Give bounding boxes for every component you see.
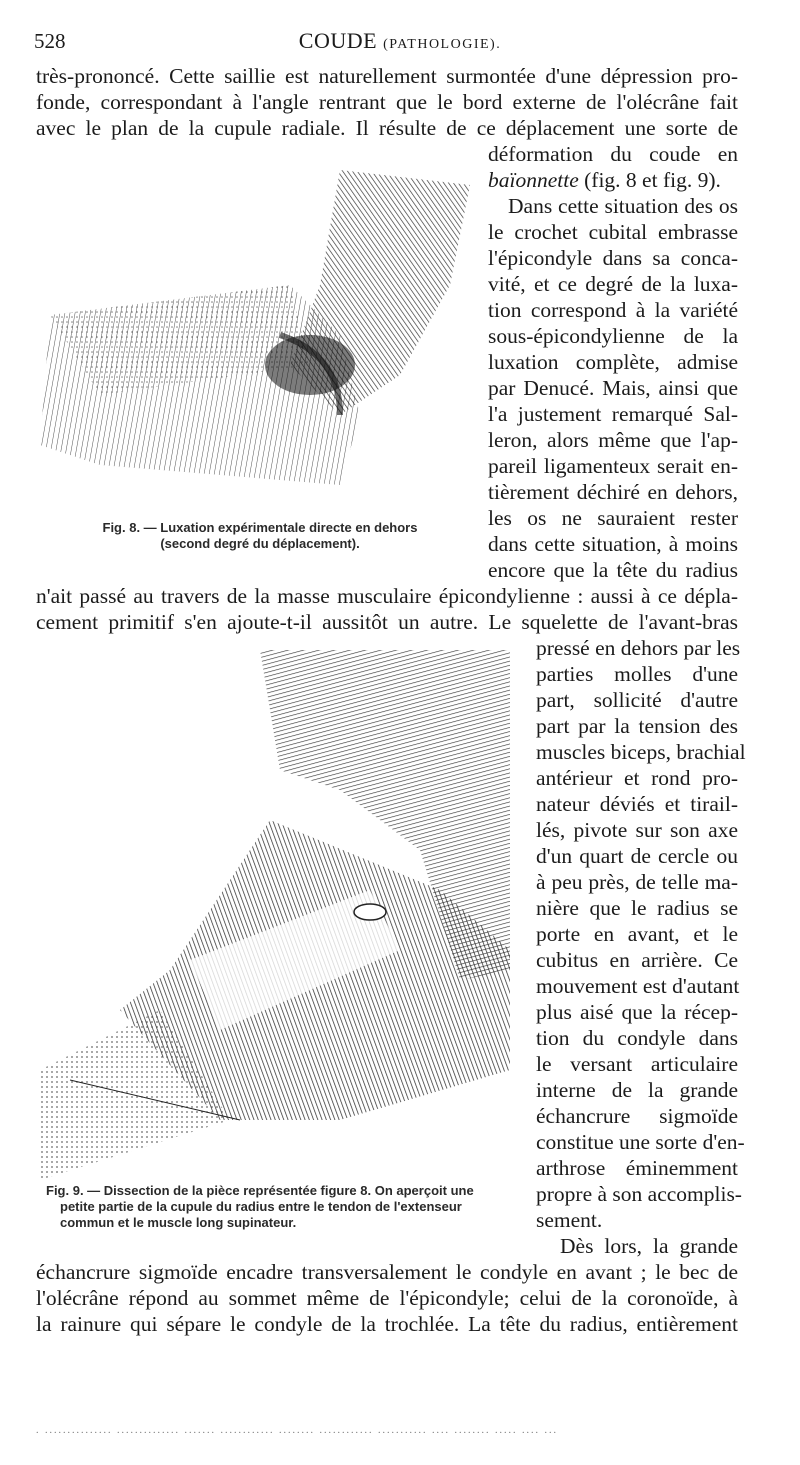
text-line: cubitus en arrière. Ce: [536, 948, 738, 972]
text-line: parties molles d'une: [536, 662, 738, 686]
text-line: avec le plan de la cupule radiale. Il résulte de ce déplacement une sorte de: [36, 116, 738, 140]
text-line: nateur déviés et tirail-: [536, 792, 738, 816]
text-line: porte en avant, et le: [536, 922, 738, 946]
text-line: déformation du coude en: [488, 142, 738, 166]
text-line: [488, 167, 738, 193]
text-line: arthrose éminemment: [536, 1156, 738, 1180]
text-line: sous-épicondylienne de la: [488, 324, 738, 348]
text-line: tion correspond à la variété: [488, 298, 738, 322]
text-line: muscles biceps, brachial: [536, 740, 746, 764]
figure-8-caption: [70, 520, 450, 552]
text-line: échancrure sigmoïde encadre transversalement le condyle en avant ; le bec de: [36, 1260, 738, 1284]
text-line: n'ait passé au travers de la masse musculaire épicondylienne : aussi à ce dépla-: [36, 584, 738, 608]
text-line: d'un quart de cercle ou: [536, 844, 738, 868]
text-line: l'olécrâne répond au sommet même de l'épicondyle; celui de la coronoïde, à: [36, 1286, 738, 1310]
figure-9-caption: [46, 1183, 526, 1231]
text-span: (fig. 8 et fig. 9).: [578, 168, 721, 192]
figure-9-caption-line: commun et le muscle long supinateur.: [60, 1215, 297, 1230]
running-head-subtitle: (PATHOLOGIE).: [383, 37, 502, 52]
text-line: interne de la grande: [536, 1078, 738, 1102]
running-head: [0, 28, 800, 54]
text-line: tièrement déchiré en dehors,: [488, 480, 738, 504]
text-line: antérieur et rond pro-: [536, 766, 738, 790]
text-line: propre à son accomplis-: [536, 1182, 742, 1206]
text-line: mouvement est d'autant: [536, 974, 740, 998]
text-line: fonde, correspondant à l'angle rentrant que le bord externe de l'olécrâne fait: [36, 90, 738, 114]
text-line: sement.: [536, 1208, 603, 1232]
figure-8-caption-line: Fig. 8. — Luxation expérimentale directe en dehors: [102, 520, 418, 535]
footer-dotted-rule: . ............... .............. ....... ............ ........ ............ ........... .... ........ ..... .... ...: [36, 1425, 558, 1436]
text-line: échancrure sigmoïde: [536, 1104, 738, 1128]
text-line: par Denucé. Mais, ainsi que: [488, 376, 738, 400]
text-line: luxation complète, admise: [488, 350, 738, 374]
text-line: pareil ligamenteux serait en-: [488, 454, 738, 478]
figure-9-engraving: [40, 650, 520, 1180]
text-line: à peu près, de telle ma-: [536, 870, 738, 894]
text-line: le crochet cubital embrasse: [488, 220, 738, 244]
text-line: très-prononcé. Cette saillie est naturellement surmontée d'une dépression pro-: [36, 64, 738, 88]
text-line: l'épicondyle dans sa conca-: [488, 246, 738, 270]
text-line: nière que le radius se: [536, 896, 738, 920]
text-line: part par la tension des: [536, 714, 738, 738]
text-line: tion du condyle dans: [536, 1026, 738, 1050]
figure-9-caption-line: Fig. 9. — Dissection de la pièce représentée figure 8. On aperçoit une: [46, 1183, 474, 1198]
figure-8-caption-line: (second degré du déplacement).: [160, 536, 360, 551]
text-line: Dès lors, la grande: [560, 1234, 738, 1258]
text-line: dans cette situation, à moins: [488, 532, 738, 556]
text-line: vité, et ce degré de la luxa-: [488, 272, 738, 296]
text-line: lés, pivote sur son axe: [536, 818, 738, 842]
text-line: leron, alors même que l'ap-: [488, 428, 738, 452]
figure-9-caption-line: petite partie de la cupule du radius entre le tendon de l'extenseur: [60, 1199, 462, 1214]
running-head-title: COUDE: [298, 28, 378, 53]
text-line: plus aisé que la récep-: [536, 1000, 738, 1024]
text-line: la rainure qui sépare le condyle de la trochlée. La tête du radius, entièrement: [36, 1312, 738, 1336]
text-line: cement primitif s'en ajoute-t-il aussitôt un autre. Le squelette de l'avant-bras: [36, 610, 738, 634]
text-line: encore que la tête du radius: [488, 558, 738, 582]
text-line: les os ne sauraient rester: [488, 506, 738, 530]
italic-word: baïonnette: [488, 168, 579, 192]
text-line: constitue une sorte d'en-: [536, 1130, 745, 1154]
text-line: le versant articulaire: [536, 1052, 738, 1076]
page-number: 528: [34, 29, 66, 53]
text-line: pressé en dehors par les: [536, 636, 741, 660]
text-line: Dans cette situation des os: [508, 194, 738, 218]
text-line: part, sollicité d'autre: [536, 688, 738, 712]
text-line: l'a justement remarqué Sal-: [488, 402, 738, 426]
figure-8-engraving: [40, 165, 480, 510]
